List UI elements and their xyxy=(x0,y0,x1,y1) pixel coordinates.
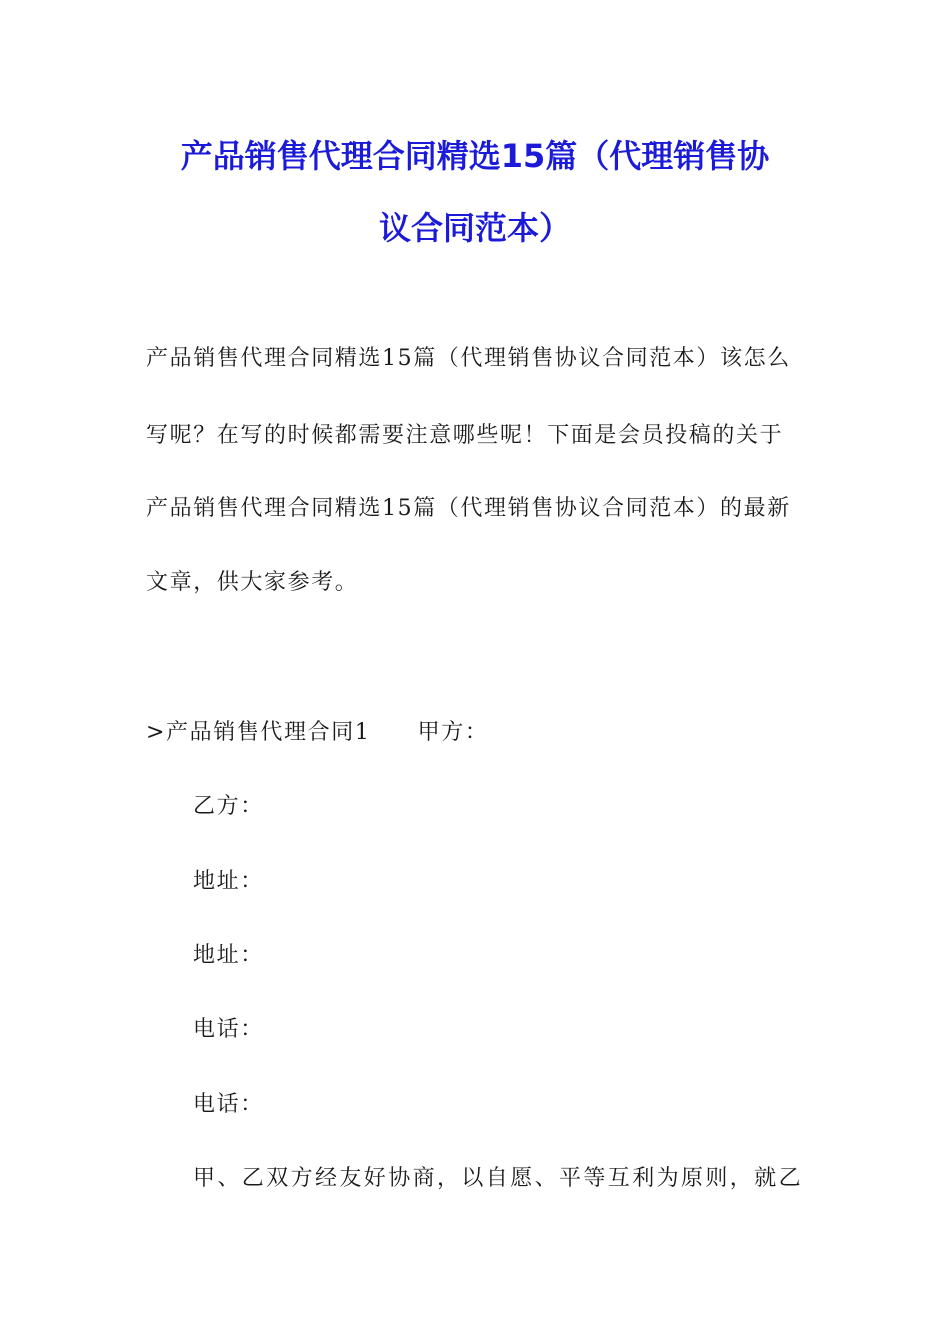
document-title-line-2: 议合同范本） xyxy=(378,209,571,247)
address-label-1: 地址： xyxy=(193,869,264,894)
contract-heading: >产品销售代理合同1 甲方： xyxy=(146,720,489,745)
phone-label-2: 电话： xyxy=(193,1092,264,1117)
document-title-line-1: 产品销售代理合同精选15篇（代理销售协 xyxy=(180,137,770,175)
address-label-2: 地址： xyxy=(193,943,264,968)
intro-line-2: 写呢？在写的时候都需要注意哪些呢！下面是会员投稿的关于 xyxy=(146,423,784,448)
clause-paragraph-start: 甲、乙双方经友好协商，以自愿、平等互利为原则，就乙 xyxy=(193,1166,804,1191)
intro-line-3: 产品销售代理合同精选15篇（代理销售协议合同范本）的最新 xyxy=(146,496,791,521)
party-b-label: 乙方： xyxy=(193,794,264,819)
phone-label-1: 电话： xyxy=(193,1017,264,1042)
intro-line-4: 文章，供大家参考。 xyxy=(146,570,359,595)
intro-line-1: 产品销售代理合同精选15篇（代理销售协议合同范本）该怎么 xyxy=(146,346,791,371)
